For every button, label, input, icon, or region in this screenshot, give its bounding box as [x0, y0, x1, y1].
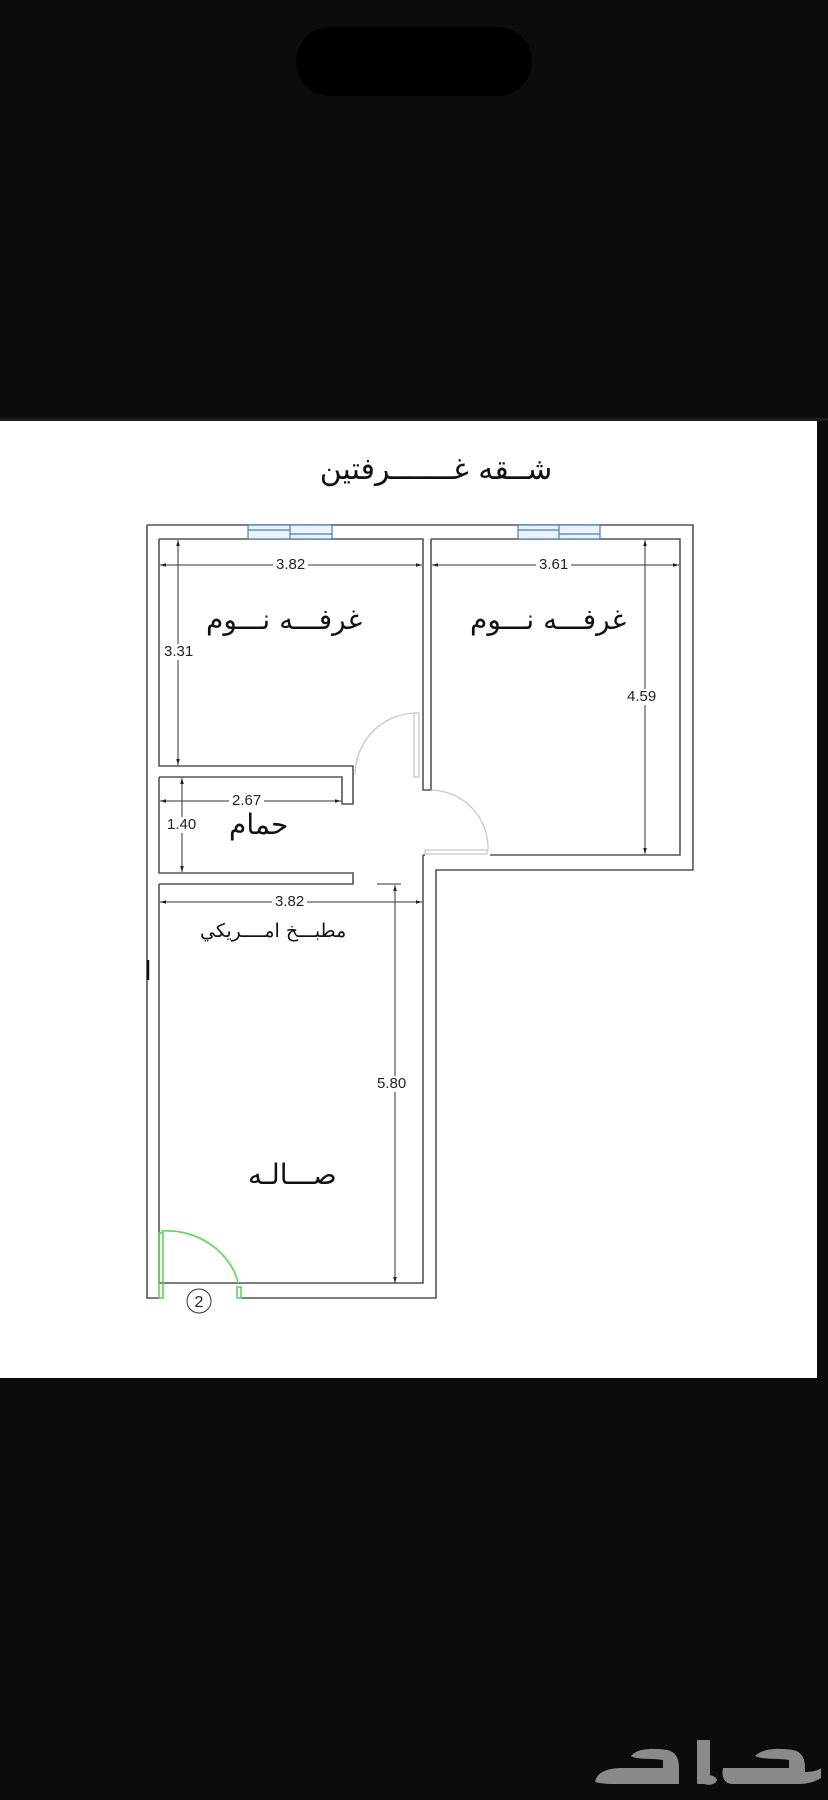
room-label-kitchen: مطبـــخ امــــريكي	[200, 920, 347, 942]
windows	[248, 525, 600, 539]
dim-bathroom-height: 1.40	[164, 817, 199, 833]
interior-doors	[355, 713, 488, 854]
dim-hall-height: 5.80	[374, 1076, 409, 1092]
room-label-living-hall: صـــالـه	[248, 1158, 337, 1191]
dim-kitchen-width: 3.82	[272, 894, 307, 910]
room-label-bedroom-1: غرفـــه نـــوم	[206, 603, 363, 636]
dim-bedroom-1-height: 3.31	[161, 644, 196, 660]
dim-bedroom-2-width: 3.61	[536, 557, 571, 573]
dim-bedroom-2-height: 4.59	[624, 689, 659, 705]
entry-marker-number: 2	[194, 1294, 204, 1311]
door-swing-bedroom-1	[355, 713, 416, 775]
dimension-lines	[160, 540, 679, 1283]
entry-door	[159, 1231, 241, 1298]
room-label-bedroom-2: غرفـــه نـــوم	[470, 603, 627, 636]
dim-bedroom-1-width: 3.82	[273, 557, 308, 573]
plan-title: شــقه غـــــــرفتين	[319, 452, 553, 487]
door-swing-bedroom-2	[431, 790, 488, 850]
walls	[147, 525, 693, 1298]
haraj-logo-text: حراج	[593, 1738, 596, 1739]
door-leaf-bedroom-2	[425, 850, 487, 854]
dim-bathroom-width: 2.67	[229, 793, 264, 809]
door-leaf-bedroom-1	[414, 713, 419, 777]
haraj-logo-icon	[593, 1738, 821, 1790]
room-label-bathroom: حمام	[229, 808, 289, 841]
